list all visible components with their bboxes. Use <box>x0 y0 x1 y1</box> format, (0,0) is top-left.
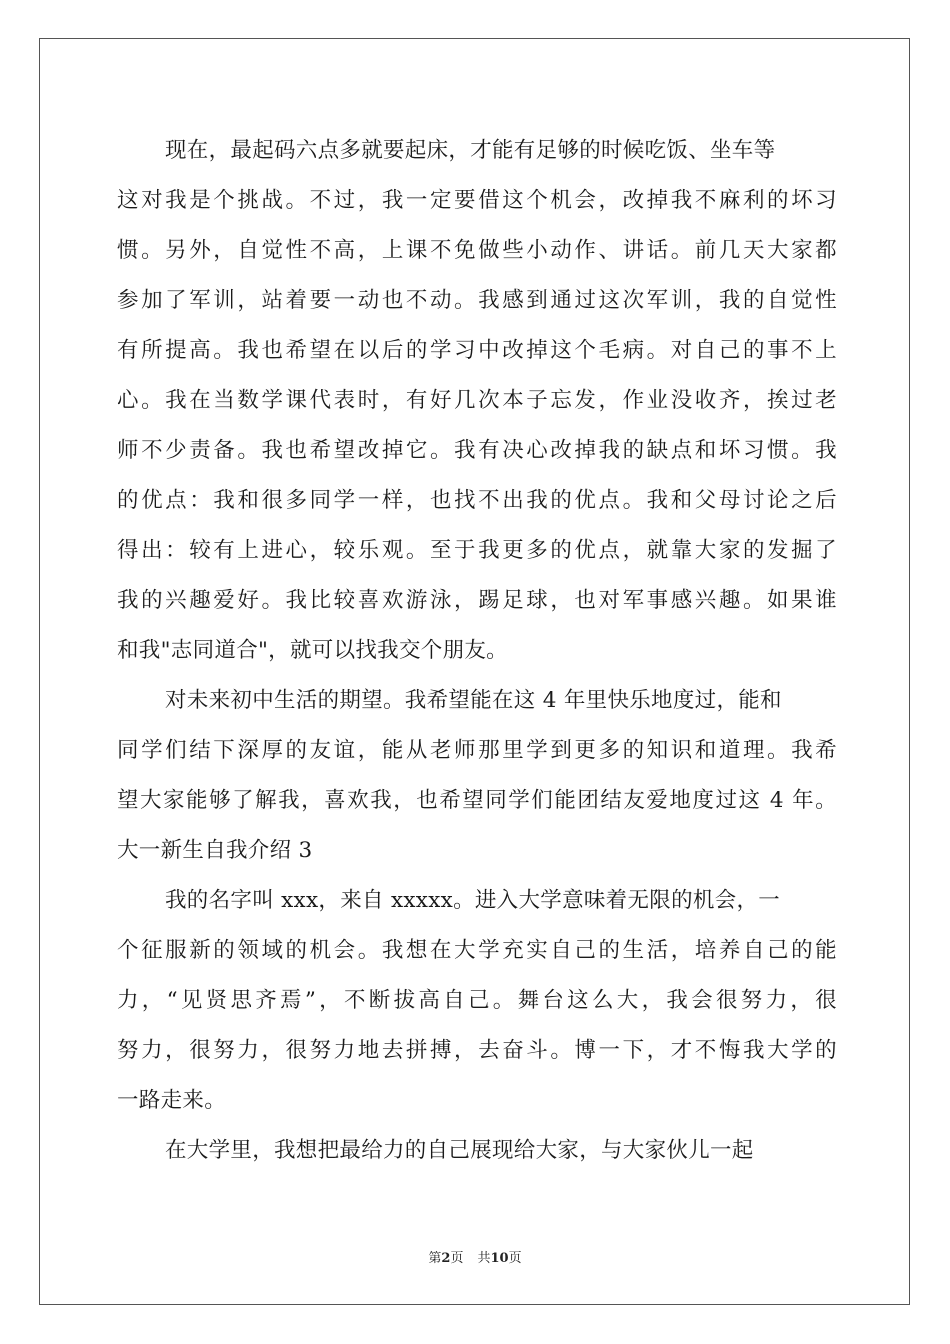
text-line: 在大学里，我想把最给力的自己展现给大家，与大家伙儿一起 <box>165 1138 754 1163</box>
text-line: 惯。另外，自觉性不高，上课不免做些小动作、讲话。前几天大家都 <box>117 238 837 263</box>
current-page-number: 2 <box>441 1251 451 1266</box>
text-line: 和我"志同道合"，就可以找我交个朋友。 <box>117 638 508 663</box>
total-page-number: 10 <box>490 1251 509 1266</box>
text-line: 得出：较有上进心，较乐观。至于我更多的优点，就靠大家的发掘了 <box>117 538 837 563</box>
text-line: 的优点：我和很多同学一样，也找不出我的优点。我和父母讨论之后 <box>117 488 837 513</box>
section-heading: 大一新生自我介绍 3 <box>117 838 313 863</box>
document-body <box>117 126 837 1176</box>
text-line: 有所提高。我也希望在以后的学习中改掉这个毛病。对自己的事不上 <box>117 338 837 363</box>
text-line: 望大家能够了解我，喜欢我，也希望同学们能团结友爱地度过这 4 年。 <box>117 788 837 813</box>
text-line: 师不少责备。我也希望改掉它。我有决心改掉我的缺点和坏习惯。我 <box>117 438 837 463</box>
text-line: 我的名字叫 xxx，来自 xxxxx。进入大学意味着无限的机会，一 <box>165 888 781 913</box>
text-line: 这对我是个挑战。不过，我一定要借这个机会，改掉我不麻利的坏习 <box>117 188 837 213</box>
total-prefix: 共 <box>477 1251 491 1266</box>
page-prefix: 第 <box>428 1251 442 1266</box>
text-line: 努力，很努力，很努力地去拼搏，去奋斗。博一下，才不悔我大学的 <box>117 1038 837 1063</box>
text-line: 一路走来。 <box>117 1088 227 1113</box>
text-line: 同学们结下深厚的友谊，能从老师那里学到更多的知识和道理。我希 <box>117 738 837 763</box>
text-line: 力，“见贤思齐焉”，不断拔高自己。舞台这么大，我会很努力，很 <box>117 988 837 1013</box>
total-suffix: 页 <box>508 1251 522 1266</box>
text-line: 我的兴趣爱好。我比较喜欢游泳，踢足球，也对军事感兴趣。如果谁 <box>117 588 837 613</box>
text-line: 心。我在当数学课代表时，有好几次本子忘发，作业没收齐，挨过老 <box>117 388 837 413</box>
text-line: 个征服新的领域的机会。我想在大学充实自己的生活，培养自己的能 <box>117 938 837 963</box>
page-footer <box>0 1247 950 1266</box>
text-line: 对未来初中生活的期望。我希望能在这 4 年里快乐地度过，能和 <box>165 688 782 713</box>
text-line: 参加了军训，站着要一动也不动。我感到通过这次军训，我的自觉性 <box>117 288 837 313</box>
text-line: 现在，最起码六点多就要起床，才能有足够的时候吃饭、坐车等 <box>165 138 776 163</box>
page-suffix: 页 <box>450 1251 464 1266</box>
